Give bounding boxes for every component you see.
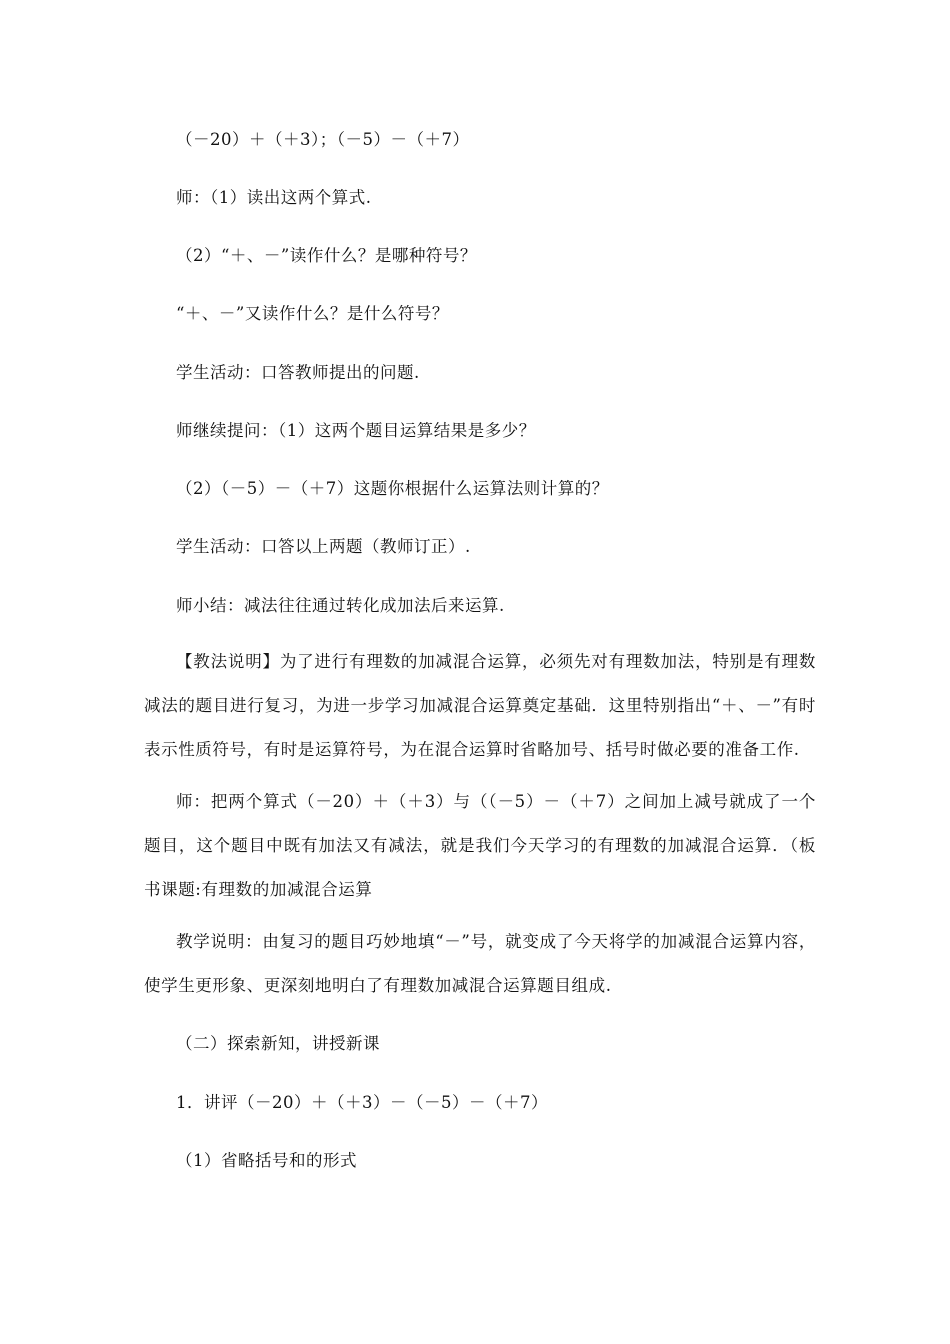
question-line: （2）“＋、－”读作什么？是哪种符号？ [176,246,477,265]
question-line: （2）（－5）－（＋7）这题你根据什么运算法则计算的？ [176,479,609,498]
student-activity-line: 学生活动：口答以上两题（教师订正）. [176,537,471,556]
teacher-question-line: 师继续提问：（1）这两个题目运算结果是多少？ [176,421,536,440]
teacher-summary-line: 师小结：减法往往通过转化成加法后来运算. [176,596,505,615]
teaching-note-paragraph: 教学说明：由复习的题目巧妙地填“－”号，就变成了今天将学的加减混合运算内容，使学生更形象、更深刻地明白了有理数加减混合运算题目组成. [144,932,816,995]
question-line: “＋、－”又读作什么？是什么符号？ [176,304,449,323]
student-activity-line: 学生活动：口答教师提出的问题. [176,363,420,382]
teacher-paragraph: 师：把两个算式（－20）＋（＋3）与（（－5）－（＋7）之间加上减号就成了一个题目，这个题目中既有加法又有减法，就是我们今天学习的有理数的加减混合运算．（板书课题:有理数的加减混合运算 [144,792,816,899]
method-note-paragraph: 【教法说明】为了进行有理数的加减混合运算，必须先对有理数加法，特别是有理数减法的题目进行复习，为进一步学习加减混合运算奠定基础．这里特别指出“＋、－”有时表示性质符号，有时是运算符号，为在混合运算时省略加号、括号时做必要的准备工作. [144,652,816,759]
section-heading: （二）探索新知，讲授新课 [176,1034,380,1053]
expression-line: （－20）＋（＋3）；（－5）－（＋7） [176,130,470,149]
sub-item: （1）省略括号和的形式 [176,1151,357,1170]
teacher-line: 师：（1）读出这两个算式. [176,188,372,207]
list-item: 1．讲评（－20）＋（＋3）－（－5）－（＋7） [176,1093,548,1112]
